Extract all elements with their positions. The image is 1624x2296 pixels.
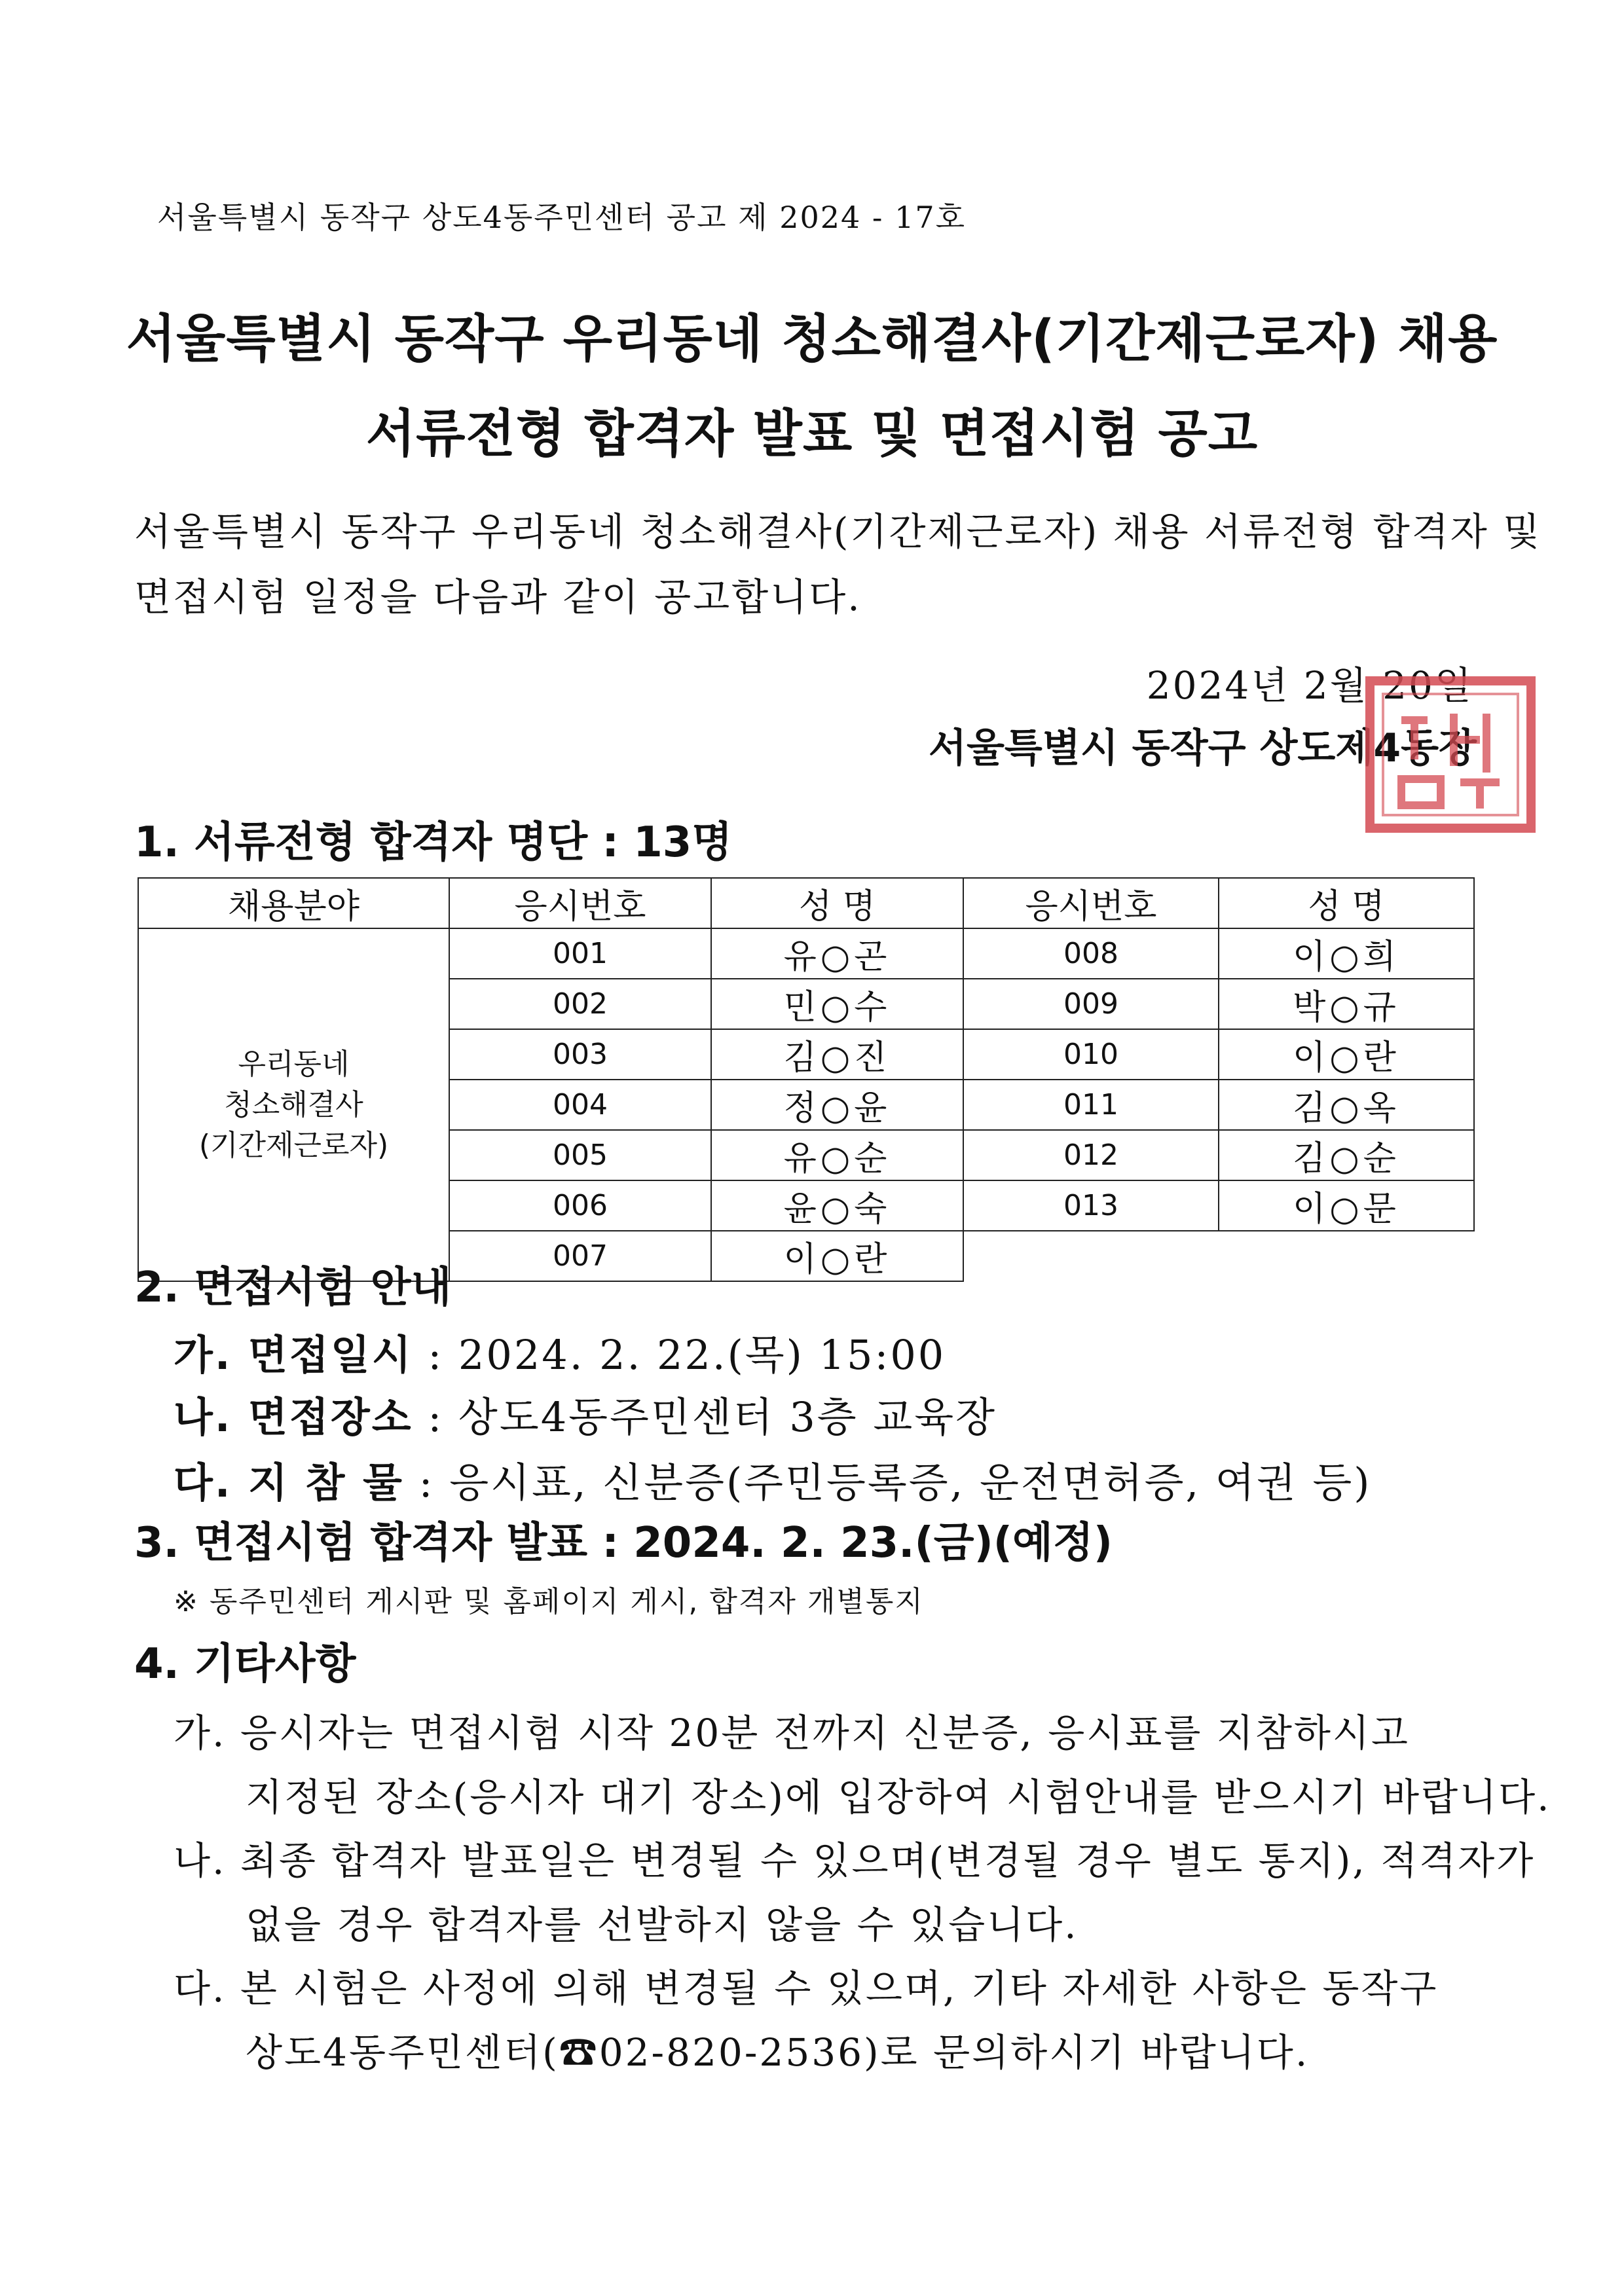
applicant-name: 김○진 xyxy=(711,1029,963,1080)
etc-item-3-cont: 상도4동주민센터(☎02-820-2536)로 문의하시기 바랍니다. xyxy=(246,2030,1310,2075)
header-name: 성 명 xyxy=(1219,878,1474,928)
exam-number: 006 xyxy=(449,1180,711,1231)
header-name: 성 명 xyxy=(711,878,963,928)
empty-cell xyxy=(1219,1231,1474,1281)
table-header-row xyxy=(138,878,1474,928)
announcement-note: ※ 동주민센터 게시판 및 홈페이지 게시, 합격자 개별통지 xyxy=(174,1585,924,1618)
applicant-name: 민○수 xyxy=(711,979,963,1029)
items-to-bring-value: : 응시표, 신분증(주민등록증, 운전면허증, 여권 등) xyxy=(418,1459,1372,1506)
applicant-name: 정○윤 xyxy=(711,1080,963,1130)
header-exam-no: 응시번호 xyxy=(449,878,711,928)
interview-date-label: 가. 면접일시 xyxy=(174,1331,413,1379)
notice-number: 서울특별시 동작구 상도4동주민센터 공고 제 2024 - 17호 xyxy=(157,200,967,235)
applicant-name: 유○곤 xyxy=(711,928,963,979)
document-title-line2: 서류전형 합격자 발표 및 면접시험 공고 xyxy=(365,405,1259,464)
issue-date: 2024년 2월 20일 xyxy=(1146,663,1473,708)
applicant-name: 김○옥 xyxy=(1219,1080,1474,1130)
interview-date-line xyxy=(174,1322,946,1381)
section1-heading: 1. 서류전형 합격자 명단 : 13명 xyxy=(134,818,733,867)
etc-item-1: 가. 응시자는 면접시험 시작 20분 전까지 신분증, 응시표를 지참하시고 xyxy=(174,1711,1410,1755)
section3-heading: 3. 면접시험 합격자 발표 : 2024. 2. 23.(금)(예정) xyxy=(134,1519,1113,1567)
applicant-name: 유○순 xyxy=(711,1130,963,1180)
document-title-line1: 서울특별시 동작구 우리동네 청소해결사(기간제근로자) 채용 xyxy=(126,310,1498,369)
exam-number: 011 xyxy=(963,1080,1219,1130)
etc-item-3: 다. 본 시험은 사정에 의해 변경될 수 있으며, 기타 자세한 사항은 동작구 xyxy=(174,1966,1439,2011)
exam-number: 009 xyxy=(963,979,1219,1029)
applicant-name: 이○희 xyxy=(1219,928,1474,979)
exam-number: 013 xyxy=(963,1180,1219,1231)
interview-date-value: : 2024. 2. 22.(목) 15:00 xyxy=(428,1331,946,1379)
applicant-name: 박○규 xyxy=(1219,979,1474,1029)
empty-cell xyxy=(963,1231,1219,1281)
official-seal-icon xyxy=(1362,674,1539,835)
field-line: 우리동네 xyxy=(238,1047,350,1081)
section2-heading: 2. 면접시험 안내 xyxy=(134,1264,452,1312)
intro-line2: 면접시험 일정을 다음과 같이 공고합니다. xyxy=(134,575,862,619)
exam-number: 002 xyxy=(449,979,711,1029)
applicant-name: 이○란 xyxy=(1219,1029,1474,1080)
items-to-bring-line xyxy=(174,1450,1372,1508)
applicant-name: 윤○숙 xyxy=(711,1180,963,1231)
intro-line1: 서울특별시 동작구 우리동네 청소해결사(기간제근로자) 채용 서류전형 합격자 및 xyxy=(134,509,1542,554)
header-exam-no: 응시번호 xyxy=(963,878,1219,928)
interview-place-label: 나. 면접장소 xyxy=(174,1393,413,1441)
exam-number: 005 xyxy=(449,1130,711,1180)
interview-place-value: : 상도4동주민센터 3층 교육장 xyxy=(428,1393,997,1441)
section4-heading: 4. 기타사항 xyxy=(134,1640,356,1688)
etc-item-2-cont: 없을 경우 합격자를 선발하지 않을 수 있습니다. xyxy=(246,1903,1079,1947)
exam-number: 010 xyxy=(963,1029,1219,1080)
etc-item-1-cont: 지정된 장소(응시자 대기 장소)에 입장하여 시험안내를 받으시기 바랍니다. xyxy=(246,1775,1551,1819)
exam-number: 012 xyxy=(963,1130,1219,1180)
field-line: 청소해결사 xyxy=(224,1087,363,1121)
applicant-name: 이○란 xyxy=(711,1231,963,1281)
applicant-name: 이○문 xyxy=(1219,1180,1474,1231)
field-line: (기간제근로자) xyxy=(198,1128,389,1162)
exam-number: 001 xyxy=(449,928,711,979)
interview-place-line xyxy=(174,1385,997,1443)
header-field: 채용분야 xyxy=(138,878,449,928)
etc-item-2: 나. 최종 합격자 발표일은 변경될 수 있으며(변경될 경우 별도 통지), 적격자가 xyxy=(174,1838,1536,1883)
exam-number: 007 xyxy=(449,1231,711,1281)
exam-number: 003 xyxy=(449,1029,711,1080)
exam-number: 004 xyxy=(449,1080,711,1130)
applicant-name: 김○순 xyxy=(1219,1130,1474,1180)
recruitment-field-cell xyxy=(138,928,449,1281)
passed-applicants-table xyxy=(138,877,1475,1282)
issuer-name: 서울특별시 동작구 상도제4동장 xyxy=(928,725,1477,771)
table-row xyxy=(138,928,1474,979)
exam-number: 008 xyxy=(963,928,1219,979)
items-to-bring-label: 다. 지 참 물 xyxy=(174,1459,404,1506)
